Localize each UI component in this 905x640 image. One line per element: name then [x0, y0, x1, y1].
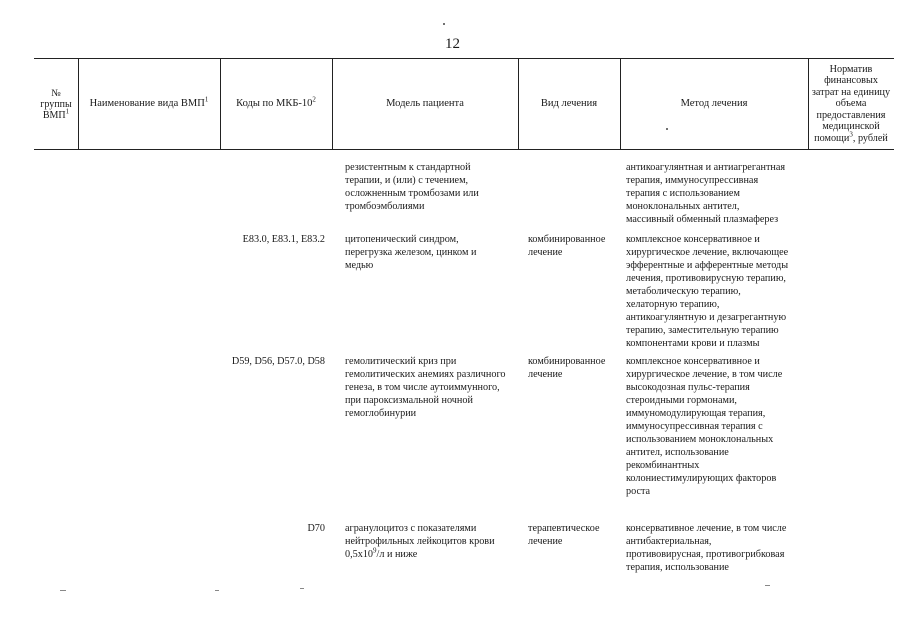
- text-fragment: /л и ниже: [376, 549, 418, 560]
- cell-line: метаболическую терапию,: [626, 286, 741, 297]
- cell-line: генеза, в том числе аутоиммунного,: [345, 382, 500, 393]
- header-vmp-name: Наименование вида ВМП$^1$: [89, 95, 209, 109]
- cell-line: лечение: [528, 369, 563, 380]
- header-patient-model: Модель пациента: [386, 98, 464, 109]
- cell-line: консервативное лечение, в том числе: [626, 523, 787, 534]
- header-treatment-type: Вид лечения: [540, 98, 598, 109]
- scan-speck: [765, 585, 770, 586]
- cell-line: иммуномодулирующая терапия,: [626, 408, 766, 419]
- text-fragment: агранулоцитоз с показателями: [345, 523, 477, 534]
- patient-model-cell: [345, 522, 530, 561]
- cell-line: [345, 522, 530, 535]
- cell-line: терапия с использованием: [626, 188, 740, 199]
- cell-line: компонентами крови и плазмы: [626, 338, 760, 349]
- header-financial-norm: Норматив финансовых затрат на единицу объема предоставления медицинской помощи$^3$, рублей: [811, 63, 891, 144]
- cell-line: антикоагулянтная и антиагрегантная: [626, 162, 786, 173]
- cell-line: гемоглобинурии: [345, 408, 417, 419]
- scan-speck: [300, 588, 304, 589]
- cell-line: лечения, противовирусную терапию,: [626, 273, 786, 284]
- cell-line: лечение: [528, 536, 563, 547]
- cell-line: использованием моноклональных: [626, 434, 774, 445]
- cell-line: хелаторную терапию,: [626, 299, 720, 310]
- scan-speck: [666, 128, 668, 130]
- cell-line: [345, 548, 530, 561]
- cell-line: комбинированное: [528, 356, 606, 367]
- cell-line: хирургическое лечение, в том числе: [626, 369, 783, 380]
- cell-line: роста: [626, 486, 651, 497]
- cell-line: высокодозная пульс-терапия: [626, 382, 750, 393]
- treatment-method-cell: [626, 161, 816, 226]
- icd-codes-cell: D59, D56, D57.0, D58: [231, 356, 325, 367]
- icd-codes-cell: E83.0, E83.1, E83.2: [242, 234, 325, 245]
- cell-line: стероидными гормонами,: [626, 395, 737, 406]
- cell-line: массивный обменный плазмаферез: [626, 214, 779, 225]
- cell-line: резистентным к стандартной: [345, 162, 471, 173]
- cell-line: терапевтическое: [528, 523, 600, 534]
- cell-line: медью: [345, 260, 374, 271]
- cell-line: гемолитический криз при: [345, 356, 457, 367]
- cell-line: цитопенический синдром,: [345, 234, 459, 245]
- treatment-method-cell: [626, 233, 816, 350]
- cell-line: терапию, заместительную терапию: [626, 325, 779, 336]
- cell-line: эфферентные и афферентные методы: [626, 260, 789, 271]
- cell-line: иммуносупрессивная терапия с: [626, 421, 763, 432]
- cell-line: моноклональных антител,: [626, 201, 740, 212]
- cell-line: антикоагулянтную и дезагрегантную: [626, 312, 787, 323]
- cell-line: лечение: [528, 247, 563, 258]
- scan-speck: [215, 590, 219, 591]
- treatment-type-cell: [528, 522, 628, 548]
- patient-model-cell: [345, 355, 530, 420]
- cell-line: осложненным тромбозами или: [345, 188, 479, 199]
- cell-line: комплексное консервативное и: [626, 234, 760, 245]
- table-header: [34, 58, 894, 150]
- cell-line: антител, использование: [626, 447, 729, 458]
- header-icd-codes: Коды по МКБ-$10^2$: [236, 95, 316, 109]
- text-fragment: нейтрофильных лейкоцитов крови: [345, 536, 495, 547]
- treatment-type-cell: [528, 233, 628, 259]
- cell-line: колониестимулирующих факторов: [626, 473, 777, 484]
- cell-line: комплексное консервативное и: [626, 356, 760, 367]
- cell-line: антибактериальная,: [626, 536, 712, 547]
- treatment-method-cell: [626, 355, 816, 498]
- header-treatment-method: Метод лечения: [680, 98, 748, 109]
- cell-line: перегрузка железом, цинком и: [345, 247, 477, 258]
- cell-line: хирургическое лечение, включающее: [626, 247, 789, 258]
- treatment-method-cell: [626, 522, 816, 574]
- cell-line: терапия, иммуносупрессивная: [626, 175, 759, 186]
- superscript: 9: [373, 546, 377, 555]
- scan-speck: [443, 23, 445, 25]
- cell-line: при пароксизмальной ночной: [345, 395, 473, 406]
- cell-line: комбинированное: [528, 234, 606, 245]
- scan-speck: [60, 590, 66, 591]
- cell-line: гемолитических анемиях различного: [345, 369, 506, 380]
- treatment-type-cell: [528, 355, 628, 381]
- icd-codes-cell: D70: [307, 523, 325, 534]
- patient-model-cell: [345, 161, 530, 213]
- cell-line: терапия, использование: [626, 562, 729, 573]
- cell-line: противовирусная, противогрибковая: [626, 549, 785, 560]
- cell-line: рекомбинантных: [626, 460, 700, 471]
- header-group-number: № группы ВМП$^1$: [40, 87, 72, 121]
- page-number: 12: [445, 36, 460, 52]
- text-fragment: 0,5x10: [345, 549, 374, 560]
- patient-model-cell: [345, 233, 530, 272]
- cell-line: тромбоэмболиями: [345, 201, 425, 212]
- cell-line: терапии, и (или) с течением,: [345, 175, 469, 186]
